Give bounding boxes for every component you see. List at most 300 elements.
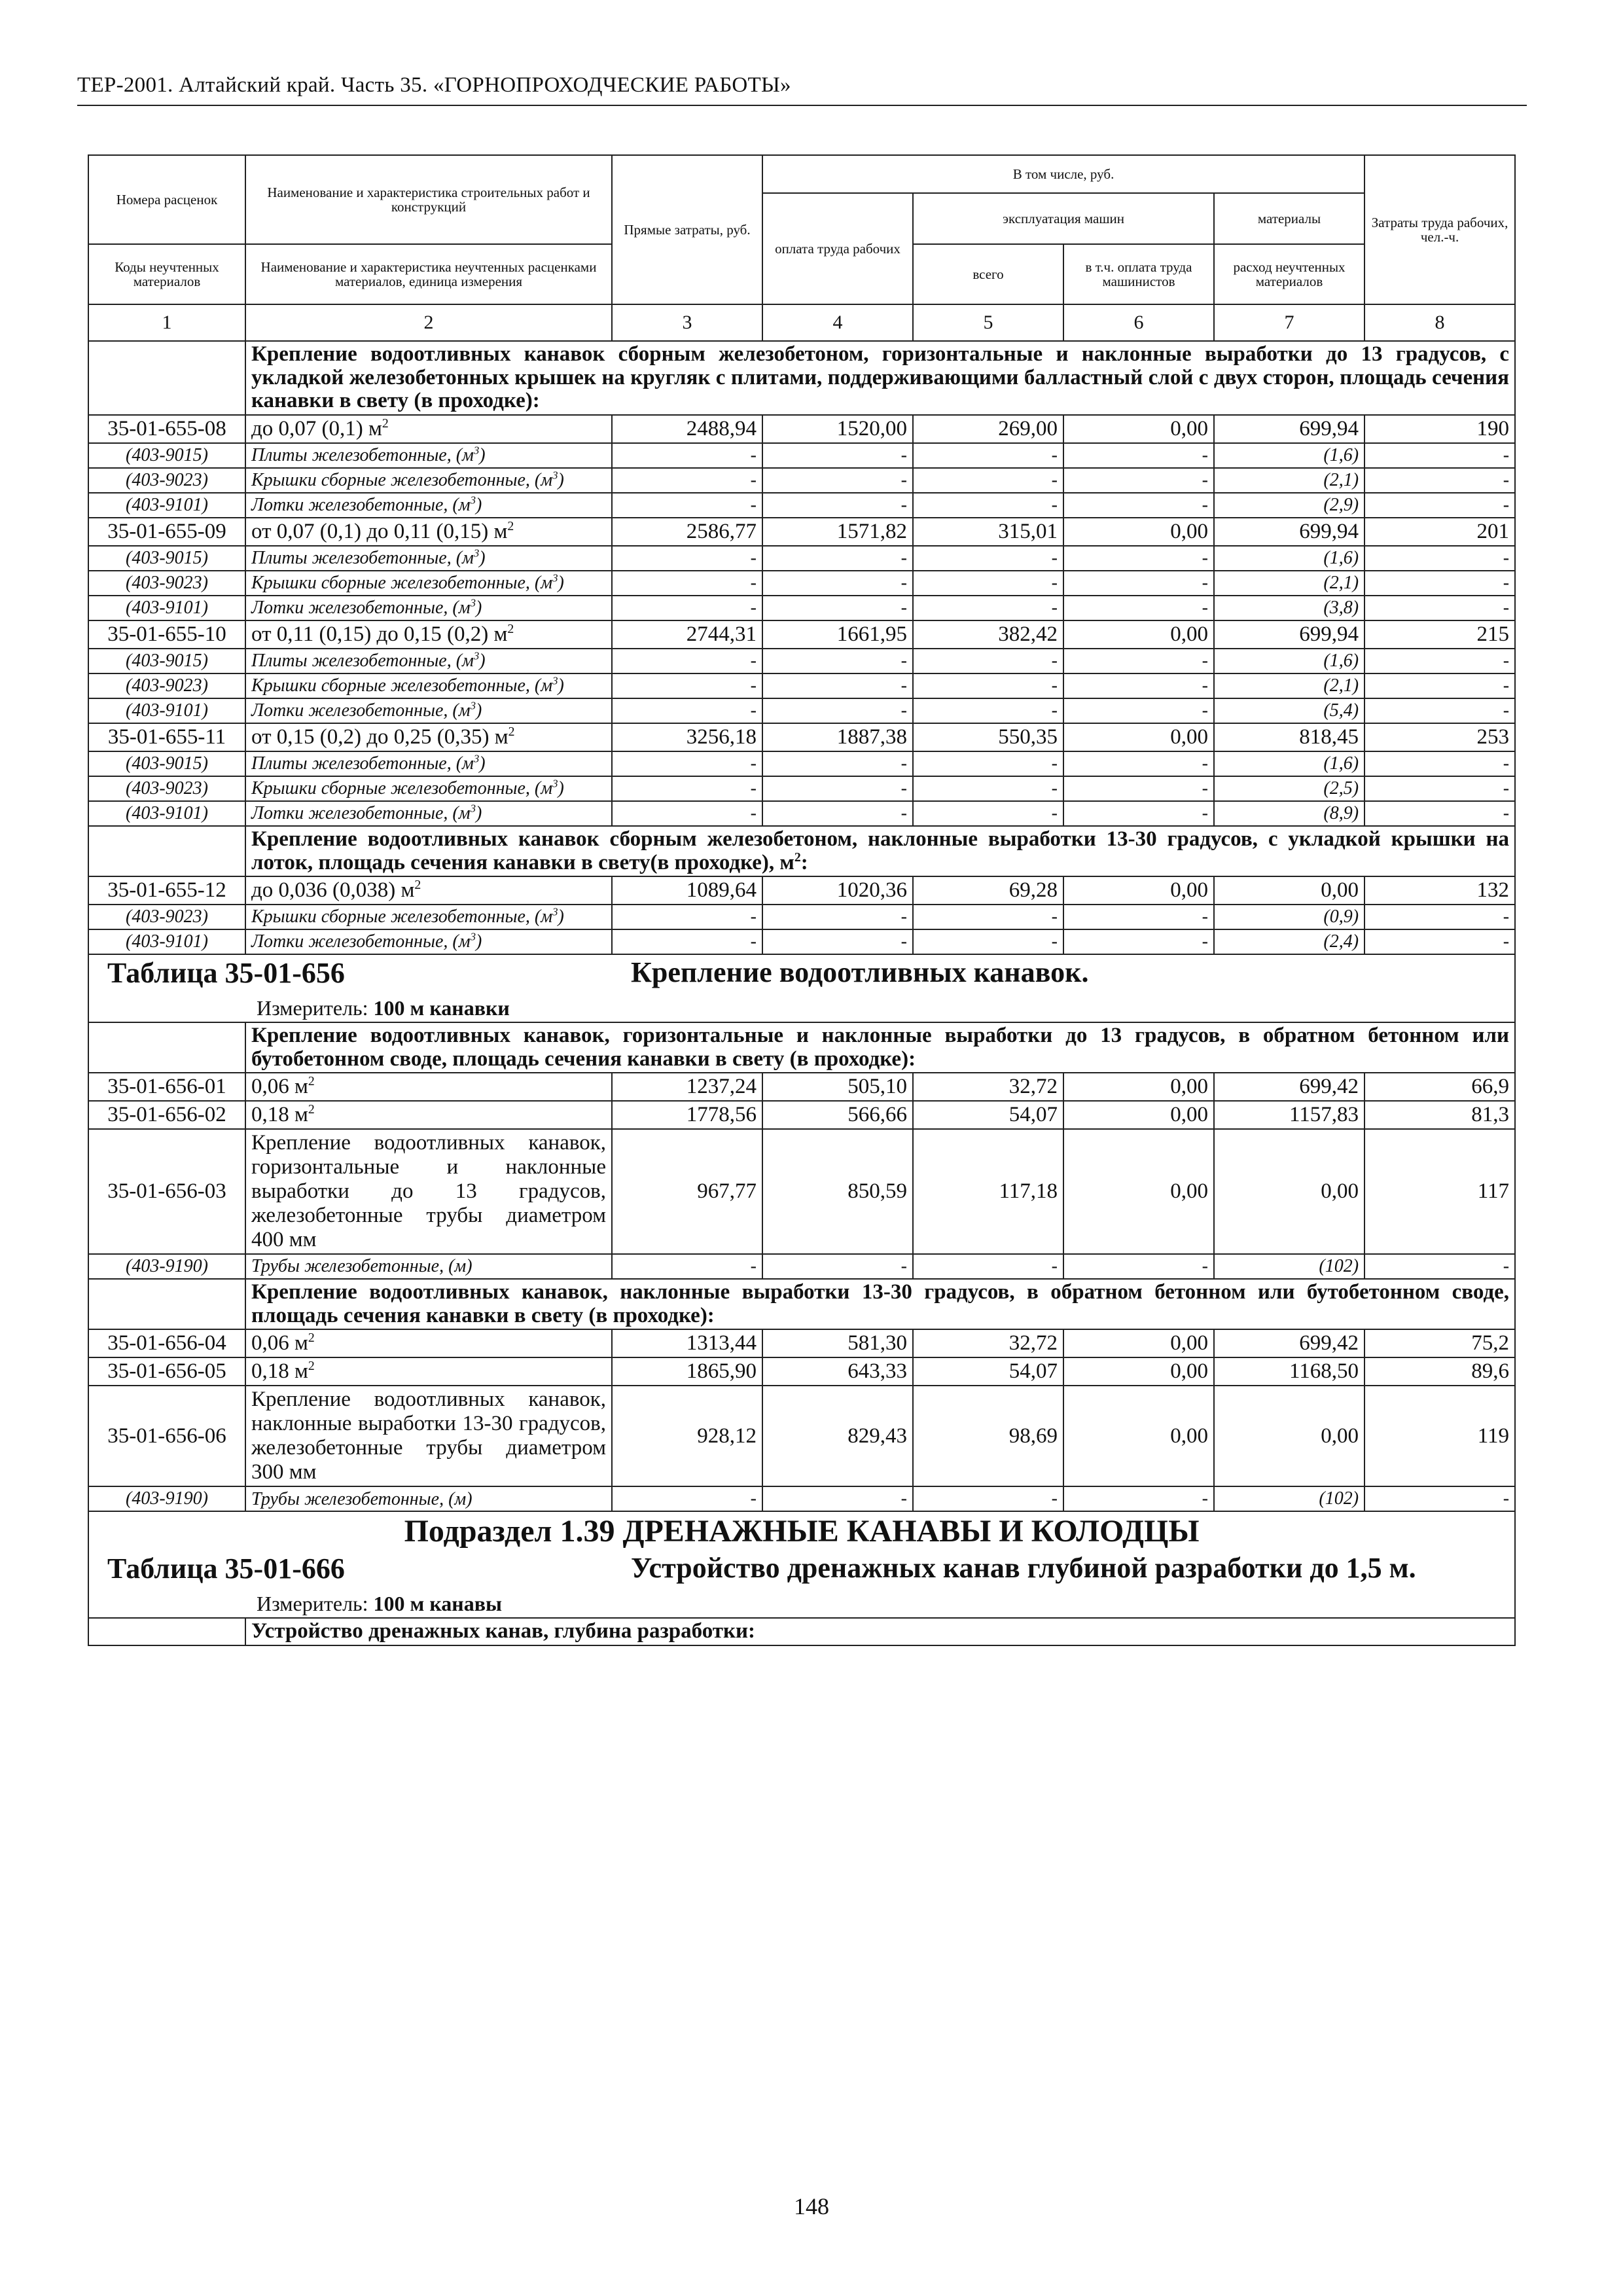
material-name-text: Крышки сборные железобетонные, (м [251, 573, 553, 594]
material-amount: (1,6) [1214, 546, 1364, 571]
value-materials: 818,45 [1214, 723, 1364, 751]
rate-name [245, 1073, 612, 1101]
rate-name [245, 518, 612, 546]
material-name-text: Лотки железобетонные, (м [251, 598, 471, 619]
material-name [245, 673, 612, 698]
col-rate-numbers: Номера расценок [88, 155, 245, 244]
dash-cell: - [1364, 571, 1515, 596]
dash-cell: - [762, 493, 913, 518]
unit-superscript: 3 [552, 906, 558, 919]
dash-cell: - [913, 776, 1063, 801]
dash-cell: - [762, 698, 913, 723]
material-code: (403-9023) [88, 571, 245, 596]
rate-code: 35-01-655-09 [88, 518, 245, 546]
rate-code: 35-01-655-10 [88, 620, 245, 649]
value-machines: 54,07 [913, 1101, 1063, 1129]
material-row [88, 546, 1515, 571]
material-row [88, 1486, 1515, 1511]
value-pay: 581,30 [762, 1329, 913, 1357]
dash-cell: - [612, 1486, 762, 1511]
rate-name [245, 1101, 612, 1129]
section-row [88, 1618, 1515, 1645]
material-name-text: Плиты железобетонные, (м [251, 445, 474, 466]
col-unaccounted-materials: расход неучтенных материалов [1214, 244, 1364, 304]
material-code: (403-9190) [88, 1486, 245, 1511]
col-total: всего [913, 244, 1063, 304]
dash-cell: - [1364, 468, 1515, 493]
value-labor: 119 [1364, 1386, 1515, 1486]
dash-cell: - [1063, 673, 1214, 698]
col-material-names: Наименование и характеристика неучтенных расценками материалов, единица измерения [245, 244, 612, 304]
dash-cell: - [1063, 905, 1214, 929]
unit-superscript: 2 [507, 518, 514, 533]
rate-name [245, 415, 612, 443]
material-name-close: ) [479, 753, 486, 774]
table-row [88, 1329, 1515, 1357]
value-machines: 382,42 [913, 620, 1063, 649]
table-row [88, 518, 1515, 546]
unit-superscript: 3 [552, 777, 558, 790]
material-name-close: ) [558, 470, 564, 491]
dash-cell: - [913, 673, 1063, 698]
column-number: 4 [762, 304, 913, 341]
dash-cell: - [612, 493, 762, 518]
material-row [88, 929, 1515, 954]
dash-cell: - [913, 1486, 1063, 1511]
value-direct: 2744,31 [612, 620, 762, 649]
value-materials: 699,94 [1214, 620, 1364, 649]
value-direct: 1089,64 [612, 876, 762, 905]
rate-name-text: до 0,036 (0,038) м [251, 878, 415, 903]
rate-name-text: до 0,07 (0,1) м [251, 416, 382, 440]
col-material-codes: Коды неучтенных материалов [88, 244, 245, 304]
value-machines: 32,72 [913, 1329, 1063, 1357]
column-number: 3 [612, 304, 762, 341]
material-name-text: Крышки сборные железобетонные, (м [251, 906, 553, 927]
material-name [245, 698, 612, 723]
col-work-name: Наименование и характеристика строительных работ и конструкций [245, 155, 612, 244]
material-amount: (1,6) [1214, 751, 1364, 776]
dash-cell: - [612, 801, 762, 826]
section-title: Крепление водоотливных канавок, горизонтальные и наклонные выработки до 13 градусов, в обратном бетонном или бутобетонном своде, площадь сечения канавки в свету (в проходке): [245, 1022, 1515, 1073]
dash-cell: - [612, 443, 762, 468]
empty-cell [88, 341, 245, 415]
dash-cell: - [1063, 1254, 1214, 1279]
value-labor: 75,2 [1364, 1329, 1515, 1357]
dash-cell: - [1063, 1486, 1214, 1511]
dash-cell: - [1364, 596, 1515, 620]
dash-cell: - [762, 751, 913, 776]
value-machines: 315,01 [913, 518, 1063, 546]
material-amount: (8,9) [1214, 801, 1364, 826]
material-code: (403-9023) [88, 776, 245, 801]
value-pay: 829,43 [762, 1386, 913, 1486]
section-end: : [800, 850, 808, 874]
dash-cell: - [1364, 673, 1515, 698]
table-heading-row [88, 1551, 1515, 1618]
material-row [88, 596, 1515, 620]
material-code: (403-9101) [88, 801, 245, 826]
unit-superscript: 2 [414, 878, 421, 893]
value-machines: 269,00 [913, 415, 1063, 443]
material-name-close: ) [475, 495, 482, 516]
dash-cell: - [913, 443, 1063, 468]
material-amount: (1,6) [1214, 649, 1364, 673]
rate-name-text: от 0,07 (0,1) до 0,11 (0,15) м [251, 519, 508, 543]
material-amount: (2,9) [1214, 493, 1364, 518]
unit-superscript: 2 [508, 724, 515, 739]
value-labor: 190 [1364, 415, 1515, 443]
material-name [245, 929, 612, 954]
dash-cell: - [1364, 1254, 1515, 1279]
material-row [88, 493, 1515, 518]
rates-table [88, 154, 1516, 1646]
dash-cell: - [1364, 751, 1515, 776]
dash-cell: - [913, 596, 1063, 620]
dash-cell: - [913, 649, 1063, 673]
material-code: (403-9015) [88, 443, 245, 468]
dash-cell: - [762, 443, 913, 468]
material-name [245, 905, 612, 929]
value-materials: 0,00 [1214, 876, 1364, 905]
value-materials: 1157,83 [1214, 1101, 1364, 1129]
value-machinists: 0,00 [1063, 1129, 1214, 1254]
material-name-close: ) [479, 651, 486, 672]
dash-cell: - [1063, 698, 1214, 723]
value-materials: 699,94 [1214, 415, 1364, 443]
material-name [245, 751, 612, 776]
column-number: 7 [1214, 304, 1364, 341]
material-name-text: Крышки сборные железобетонные, (м [251, 675, 553, 696]
unit-superscript: 3 [470, 596, 476, 609]
subsection-row [88, 1511, 1515, 1551]
unit-superscript: 3 [473, 444, 480, 457]
dash-cell: - [913, 751, 1063, 776]
table-row [88, 1129, 1515, 1254]
value-materials: 699,42 [1214, 1329, 1364, 1357]
value-labor: 81,3 [1364, 1101, 1515, 1129]
value-machinists: 0,00 [1063, 723, 1214, 751]
dash-cell: - [612, 929, 762, 954]
material-code: (403-9015) [88, 649, 245, 673]
unit-superscript: 2 [382, 416, 389, 431]
rate-code: 35-01-656-03 [88, 1129, 245, 1254]
material-name-text: Лотки железобетонные, (м [251, 931, 471, 952]
dash-cell: - [913, 801, 1063, 826]
rate-name [245, 1357, 612, 1386]
material-name [245, 801, 612, 826]
unit-superscript: 3 [473, 547, 480, 560]
dash-cell: - [913, 698, 1063, 723]
material-name-text: Плиты железобетонные, (м [251, 548, 474, 569]
value-pay: 1661,95 [762, 620, 913, 649]
dash-cell: - [1364, 776, 1515, 801]
value-machinists: 0,00 [1063, 1386, 1214, 1486]
measure-value: 100 м канавки [373, 996, 510, 1020]
empty-cell [88, 826, 245, 876]
material-name [245, 546, 612, 571]
material-code: (403-9101) [88, 698, 245, 723]
material-name-close: ) [558, 778, 564, 799]
table-label: Таблица 35-01-666 [107, 1552, 345, 1585]
table-label: Таблица 35-01-656 [107, 957, 345, 990]
section-row [88, 341, 1515, 415]
rate-name: Крепление водоотливных канавок, наклонные выработки 13-30 градусов, железобетонные трубы диаметром 300 мм [245, 1386, 612, 1486]
material-name-close: ) [475, 598, 482, 619]
value-machines: 32,72 [913, 1073, 1063, 1101]
rate-code: 35-01-656-02 [88, 1101, 245, 1129]
section-row [88, 1279, 1515, 1329]
value-direct: 967,77 [612, 1129, 762, 1254]
material-row [88, 1254, 1515, 1279]
dash-cell: - [913, 493, 1063, 518]
table-row [88, 620, 1515, 649]
material-amount: (2,1) [1214, 468, 1364, 493]
value-labor: 215 [1364, 620, 1515, 649]
table-heading-row [88, 954, 1515, 1022]
material-name [245, 649, 612, 673]
value-labor: 253 [1364, 723, 1515, 751]
value-pay: 850,59 [762, 1129, 913, 1254]
unit-superscript: 3 [470, 931, 476, 944]
dash-cell: - [612, 905, 762, 929]
material-name-text: Плиты железобетонные, (м [251, 651, 474, 672]
material-code: (403-9190) [88, 1254, 245, 1279]
material-name-close: ) [558, 573, 564, 594]
material-amount: (0,9) [1214, 905, 1364, 929]
rate-code: 35-01-655-11 [88, 723, 245, 751]
material-code: (403-9023) [88, 468, 245, 493]
dash-cell: - [913, 546, 1063, 571]
material-code: (403-9023) [88, 673, 245, 698]
material-name [245, 571, 612, 596]
column-number: 2 [245, 304, 612, 341]
unit-superscript: 2 [308, 1074, 315, 1089]
dash-cell: - [1063, 493, 1214, 518]
dash-cell: - [913, 929, 1063, 954]
value-machinists: 0,00 [1063, 1073, 1214, 1101]
unit-superscript: 2 [794, 850, 801, 865]
table-row [88, 1357, 1515, 1386]
table-row [88, 876, 1515, 905]
material-row [88, 698, 1515, 723]
dash-cell: - [1364, 905, 1515, 929]
empty-cell [88, 1022, 245, 1073]
measure-prefix: Измеритель: [257, 996, 374, 1020]
dash-cell: - [1364, 929, 1515, 954]
value-pay: 1887,38 [762, 723, 913, 751]
unit-superscript: 2 [308, 1331, 315, 1346]
dash-cell: - [762, 1254, 913, 1279]
material-row [88, 801, 1515, 826]
col-including: В том числе, руб. [762, 155, 1364, 193]
dash-cell: - [762, 776, 913, 801]
value-pay: 1520,00 [762, 415, 913, 443]
table-row [88, 1073, 1515, 1101]
dash-cell: - [762, 1486, 913, 1511]
value-materials: 699,94 [1214, 518, 1364, 546]
value-pay: 1571,82 [762, 518, 913, 546]
table-666-heading [88, 1551, 1515, 1618]
page-header: ТЕР-2001. Алтайский край. Часть 35. «ГОРНОПРОХОДЧЕСКИЕ РАБОТЫ» [77, 73, 791, 97]
column-number: 6 [1063, 304, 1214, 341]
value-direct: 1865,90 [612, 1357, 762, 1386]
table-body [88, 341, 1515, 1645]
rate-name-text: от 0,15 (0,2) до 0,25 (0,35) м [251, 725, 508, 749]
rate-name-text: 0,06 м [251, 1331, 308, 1355]
value-labor: 117 [1364, 1129, 1515, 1254]
dash-cell: - [1063, 776, 1214, 801]
measure-unit [94, 1592, 1509, 1616]
rate-name: Крепление водоотливных канавок, горизонтальные и наклонные выработки до 13 градусов, железобетонные трубы диаметром 400 мм [245, 1129, 612, 1254]
dash-cell: - [1063, 801, 1214, 826]
table-title: Устройство дренажных канав глубиной разработки до 1,5 м. [631, 1552, 1416, 1585]
material-row [88, 649, 1515, 673]
material-name [245, 493, 612, 518]
rate-name-text: 0,06 м [251, 1075, 308, 1099]
dash-cell: - [612, 698, 762, 723]
material-name-text: Крышки сборные железобетонные, (м [251, 778, 553, 799]
material-amount: (2,4) [1214, 929, 1364, 954]
col-machine-ops: эксплуатация машин [913, 193, 1214, 244]
material-name-text: Крышки сборные железобетонные, (м [251, 470, 553, 491]
material-row [88, 905, 1515, 929]
section-title: Крепление водоотливных канавок, наклонные выработки 13-30 градусов, в обратном бетонном или бутобетонном своде, площадь сечения канавки в свету (в проходке): [245, 1279, 1515, 1329]
dash-cell: - [1364, 698, 1515, 723]
table-header [88, 155, 1515, 341]
dash-cell: - [612, 546, 762, 571]
rate-code: 35-01-656-06 [88, 1386, 245, 1486]
unit-superscript: 3 [470, 699, 476, 712]
value-machines: 54,07 [913, 1357, 1063, 1386]
material-name-close: ) [475, 931, 482, 952]
material-amount: (3,8) [1214, 596, 1364, 620]
col-materials: материалы [1214, 193, 1364, 244]
value-materials: 0,00 [1214, 1129, 1364, 1254]
unit-superscript: 3 [552, 571, 558, 584]
empty-cell [88, 1279, 245, 1329]
dash-cell: - [913, 571, 1063, 596]
material-name-text: Плиты железобетонные, (м [251, 753, 474, 774]
dash-cell: - [612, 776, 762, 801]
dash-cell: - [1364, 649, 1515, 673]
material-row [88, 571, 1515, 596]
unit-superscript: 3 [552, 469, 558, 482]
value-pay: 1020,36 [762, 876, 913, 905]
value-direct: 1313,44 [612, 1329, 762, 1357]
section-title [245, 826, 1515, 876]
unit-superscript: 3 [473, 752, 480, 765]
material-row [88, 673, 1515, 698]
value-machines: 69,28 [913, 876, 1063, 905]
dash-cell: - [612, 751, 762, 776]
material-code: (403-9101) [88, 596, 245, 620]
measure-prefix: Измеритель: [257, 1592, 374, 1616]
material-name-close: ) [558, 675, 564, 696]
value-machinists: 0,00 [1063, 415, 1214, 443]
section-title: Устройство дренажных канав, глубина разработки: [245, 1618, 1515, 1645]
col-worker-pay: оплата труда рабочих [762, 193, 913, 304]
material-name-close: ) [558, 906, 564, 927]
value-pay: 643,33 [762, 1357, 913, 1386]
rate-name [245, 876, 612, 905]
material-amount: (2,1) [1214, 673, 1364, 698]
section-row [88, 826, 1515, 876]
material-code: (403-9023) [88, 905, 245, 929]
unit-superscript: 3 [552, 674, 558, 687]
value-direct: 928,12 [612, 1386, 762, 1486]
value-machines: 98,69 [913, 1386, 1063, 1486]
material-code: (403-9015) [88, 546, 245, 571]
dash-cell: - [612, 468, 762, 493]
column-number: 5 [913, 304, 1063, 341]
column-number: 1 [88, 304, 245, 341]
measure-value: 100 м канавы [373, 1592, 502, 1616]
rate-code: 35-01-656-04 [88, 1329, 245, 1357]
value-machinists: 0,00 [1063, 1101, 1214, 1129]
material-name-close: ) [479, 548, 486, 569]
value-machines: 117,18 [913, 1129, 1063, 1254]
value-labor: 132 [1364, 876, 1515, 905]
section-text: Крепление водоотливных канавок сборным железобетоном, наклонные выработки 13-30 градусов, с укладкой крышки на лоток, площадь сечения канавки в свету(в проходке), м [251, 827, 1510, 874]
dash-cell: - [762, 673, 913, 698]
rate-name [245, 620, 612, 649]
material-name-close: ) [475, 803, 482, 824]
rate-code: 35-01-656-01 [88, 1073, 245, 1101]
table-row [88, 723, 1515, 751]
material-name [245, 468, 612, 493]
unit-superscript: 3 [473, 649, 480, 662]
dash-cell: - [1364, 801, 1515, 826]
rate-name [245, 1329, 612, 1357]
material-amount: (2,5) [1214, 776, 1364, 801]
col-direct-costs: Прямые затраты, руб. [612, 155, 762, 304]
rate-code: 35-01-655-12 [88, 876, 245, 905]
dash-cell: - [1364, 493, 1515, 518]
value-direct: 2586,77 [612, 518, 762, 546]
value-labor: 66,9 [1364, 1073, 1515, 1101]
value-machinists: 0,00 [1063, 518, 1214, 546]
col-machinist-pay: в т.ч. оплата труда машинистов [1063, 244, 1214, 304]
material-name-text: Лотки железобетонные, (м [251, 803, 471, 824]
dash-cell: - [762, 571, 913, 596]
value-machinists: 0,00 [1063, 1329, 1214, 1357]
material-code: (403-9101) [88, 929, 245, 954]
dash-cell: - [1364, 546, 1515, 571]
dash-cell: - [612, 1254, 762, 1279]
section-title: Крепление водоотливных канавок сборным железобетоном, горизонтальные и наклонные выработки до 13 градусов, с укладкой железобетонных крышек на кругляк с плитами, поддерживающими балластный слой с двух сторон, площадь сечения канавки в свету (в проходке): [245, 341, 1515, 415]
unit-superscript: 3 [470, 802, 476, 815]
material-amount: (5,4) [1214, 698, 1364, 723]
rate-name [245, 723, 612, 751]
dash-cell: - [1063, 751, 1214, 776]
value-labor: 201 [1364, 518, 1515, 546]
dash-cell: - [1063, 443, 1214, 468]
material-name [245, 776, 612, 801]
value-direct: 1237,24 [612, 1073, 762, 1101]
dash-cell: - [1063, 596, 1214, 620]
dash-cell: - [762, 649, 913, 673]
value-direct: 3256,18 [612, 723, 762, 751]
dash-cell: - [913, 905, 1063, 929]
material-row [88, 468, 1515, 493]
table-row [88, 1101, 1515, 1129]
material-name-close: ) [475, 700, 482, 721]
value-direct: 2488,94 [612, 415, 762, 443]
value-materials: 0,00 [1214, 1386, 1364, 1486]
material-name [245, 443, 612, 468]
dash-cell: - [1063, 546, 1214, 571]
